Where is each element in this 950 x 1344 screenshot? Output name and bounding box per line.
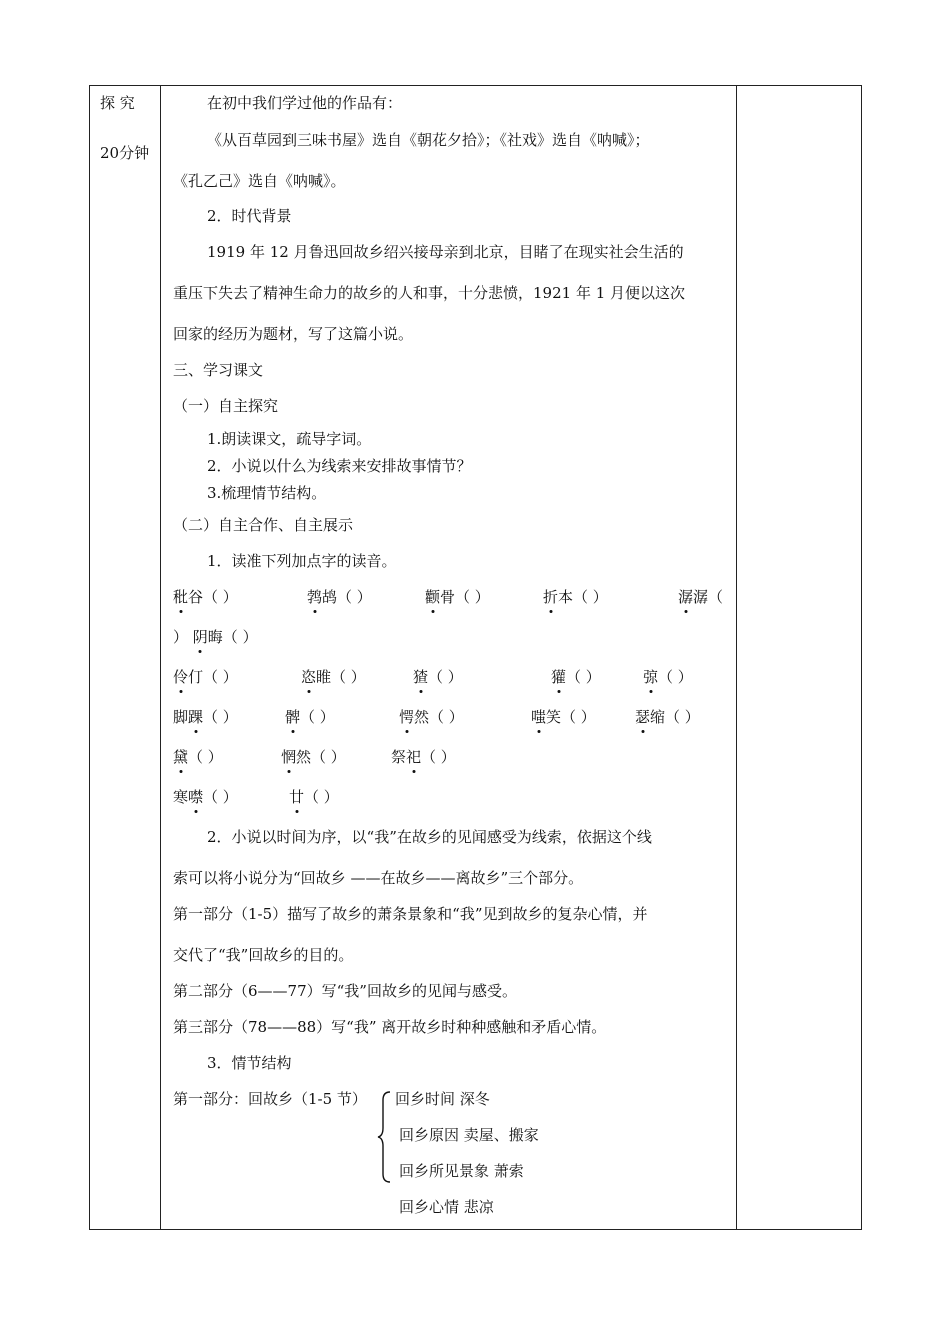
pinyin-item [413,666,463,687]
text-line: 第二部分（6——77）写“我”回故乡的见闻与感受。 [173,982,517,1000]
pinyin-blank: （ ） [421,748,456,766]
pinyin-blank: 骨（ ） [440,588,490,606]
pinyin-text: 祭 [391,748,407,766]
section-heading: 三、学习课文 [173,361,264,379]
dotted-character: 折 [543,588,559,606]
pinyin-blank: 笑（ ） [546,708,596,726]
structure-item: 回乡所见景象 萧索 [399,1162,524,1180]
text-line: 在初中我们学过他的作品有： [207,94,403,112]
pinyin-text: 寒 [173,788,189,806]
pinyin-blank: （ ） [428,668,463,686]
lesson-table [89,85,862,1230]
pinyin-blank: （ ） [566,668,601,686]
pinyin-item [289,786,339,807]
dotted-character: 瑟 [635,708,651,726]
pinyin-item [173,706,238,727]
dotted-character: 黛 [173,748,189,766]
pinyin-blank: 缩（ ） [650,708,700,726]
dotted-character: 颧 [425,588,441,606]
pinyin-item [281,746,346,767]
pinyin-blank: 鸪（ ） [322,588,372,606]
dotted-character: 獾 [551,668,567,686]
pinyin-item [173,626,258,647]
pinyin-blank: （ ） [304,788,339,806]
text-line: 《孔乙己》选自《呐喊》。 [173,172,346,190]
pinyin-item [173,586,238,607]
pinyin-blank: 本（ ） [558,588,608,606]
pinyin-blank: 仃（ ） [188,668,238,686]
pinyin-blank: （ ） [203,708,238,726]
text-line: 3.梳理情节结构。 [207,484,327,502]
dotted-character: 猹 [413,668,429,686]
pinyin-item [399,706,464,727]
pinyin-blank: 谷（ ） [188,588,238,606]
text-line: 1．读准下列加点字的读音。 [207,552,397,570]
pinyin-blank: （ ） [188,748,223,766]
text-line: 索可以将小说分为“回故乡 ——在故乡——离故乡”三个部分。 [173,869,584,887]
pinyin-item [301,666,366,687]
dotted-character: 噤 [188,788,204,806]
dotted-character: 祀 [406,748,422,766]
text-line: 第三部分（78——88）写“我” 离开故乡时种种感触和矛盾心情。 [173,1018,607,1036]
dotted-character: 踝 [188,708,204,726]
pinyin-text: ） [173,628,193,646]
text-line: 3．情节结构 [207,1054,292,1072]
pinyin-item [285,706,335,727]
pinyin-blank: 然（ ） [296,748,346,766]
structure-item: 回乡心情 悲凉 [399,1198,494,1216]
dotted-character: 髀 [285,708,301,726]
dotted-character: 鹁 [307,588,323,606]
text-line: 2．小说以时间为序，以“我”在故乡的见闻感受为线索，依据这个线 [207,828,652,846]
text-line: 《从百草园到三味书屋》选自《朝花夕拾》；《社戏》选自《呐喊》； [207,131,650,149]
dotted-character: 阴 [192,628,208,646]
text-line: 2．时代背景 [207,207,292,225]
pinyin-blank: 睢（ ） [316,668,366,686]
text-line: 2．小说以什么为线索来安排故事情节？ [207,457,472,475]
text-line: 1.朗读课文，疏导字词。 [207,430,372,448]
text-line: 回家的经历为题材，写了这篇小说。 [173,325,414,343]
dotted-character: 廿 [289,788,305,806]
structure-heading: 第一部分：回故乡（1-5 节） [173,1090,367,1108]
pinyin-item [678,586,723,607]
pinyin-item [173,786,238,807]
structure-item: 回乡原因 卖屋、搬家 [399,1126,539,1144]
pinyin-text: 脚 [173,708,189,726]
pinyin-item [551,666,601,687]
pinyin-item [173,746,223,767]
dotted-character: 秕 [173,588,189,606]
stage-label: 探 究 [100,94,135,112]
pinyin-item [643,666,693,687]
dotted-character: 愕 [399,708,415,726]
column-divider [160,86,161,1229]
dotted-character: 伶 [173,668,189,686]
text-line: 交代了“我”回故乡的目的。 [173,946,354,964]
pinyin-item [391,746,456,767]
brace-icon [377,1090,391,1184]
stage-time: 20分钟 [100,144,150,162]
column-divider [736,86,737,1229]
pinyin-blank: （ ） [203,788,238,806]
text-line: 重压下失去了精神生命力的故乡的人和事，十分悲愤，1921 年 1 月便以这次 [173,284,686,302]
dotted-character: 恣 [301,668,317,686]
pinyin-blank: 然（ ） [414,708,464,726]
dotted-character: 弶 [643,668,659,686]
subsection-heading: （一）自主探究 [173,397,279,415]
pinyin-item [307,586,372,607]
subsection-heading: （二）自主合作、自主展示 [173,516,354,534]
pinyin-item [173,666,238,687]
pinyin-item [425,586,490,607]
dotted-character: 潺 [678,588,694,606]
dotted-character: 嗤 [531,708,547,726]
pinyin-blank: （ ） [658,668,693,686]
pinyin-blank: 晦（ ） [207,628,258,646]
pinyin-item [543,586,608,607]
text-line: 第一部分（1-5）描写了故乡的萧条景象和“我”见到故乡的复杂心情，并 [173,905,648,923]
text-line: 1919 年 12 月鲁迅回故乡绍兴接母亲到北京，目睹了在现实社会生活的 [207,243,684,261]
pinyin-item [635,706,700,727]
pinyin-blank: 潺（ [693,588,724,606]
pinyin-blank: （ ） [300,708,335,726]
pinyin-item [531,706,596,727]
structure-item: 回乡时间 深冬 [395,1090,490,1108]
dotted-character: 惘 [281,748,297,766]
